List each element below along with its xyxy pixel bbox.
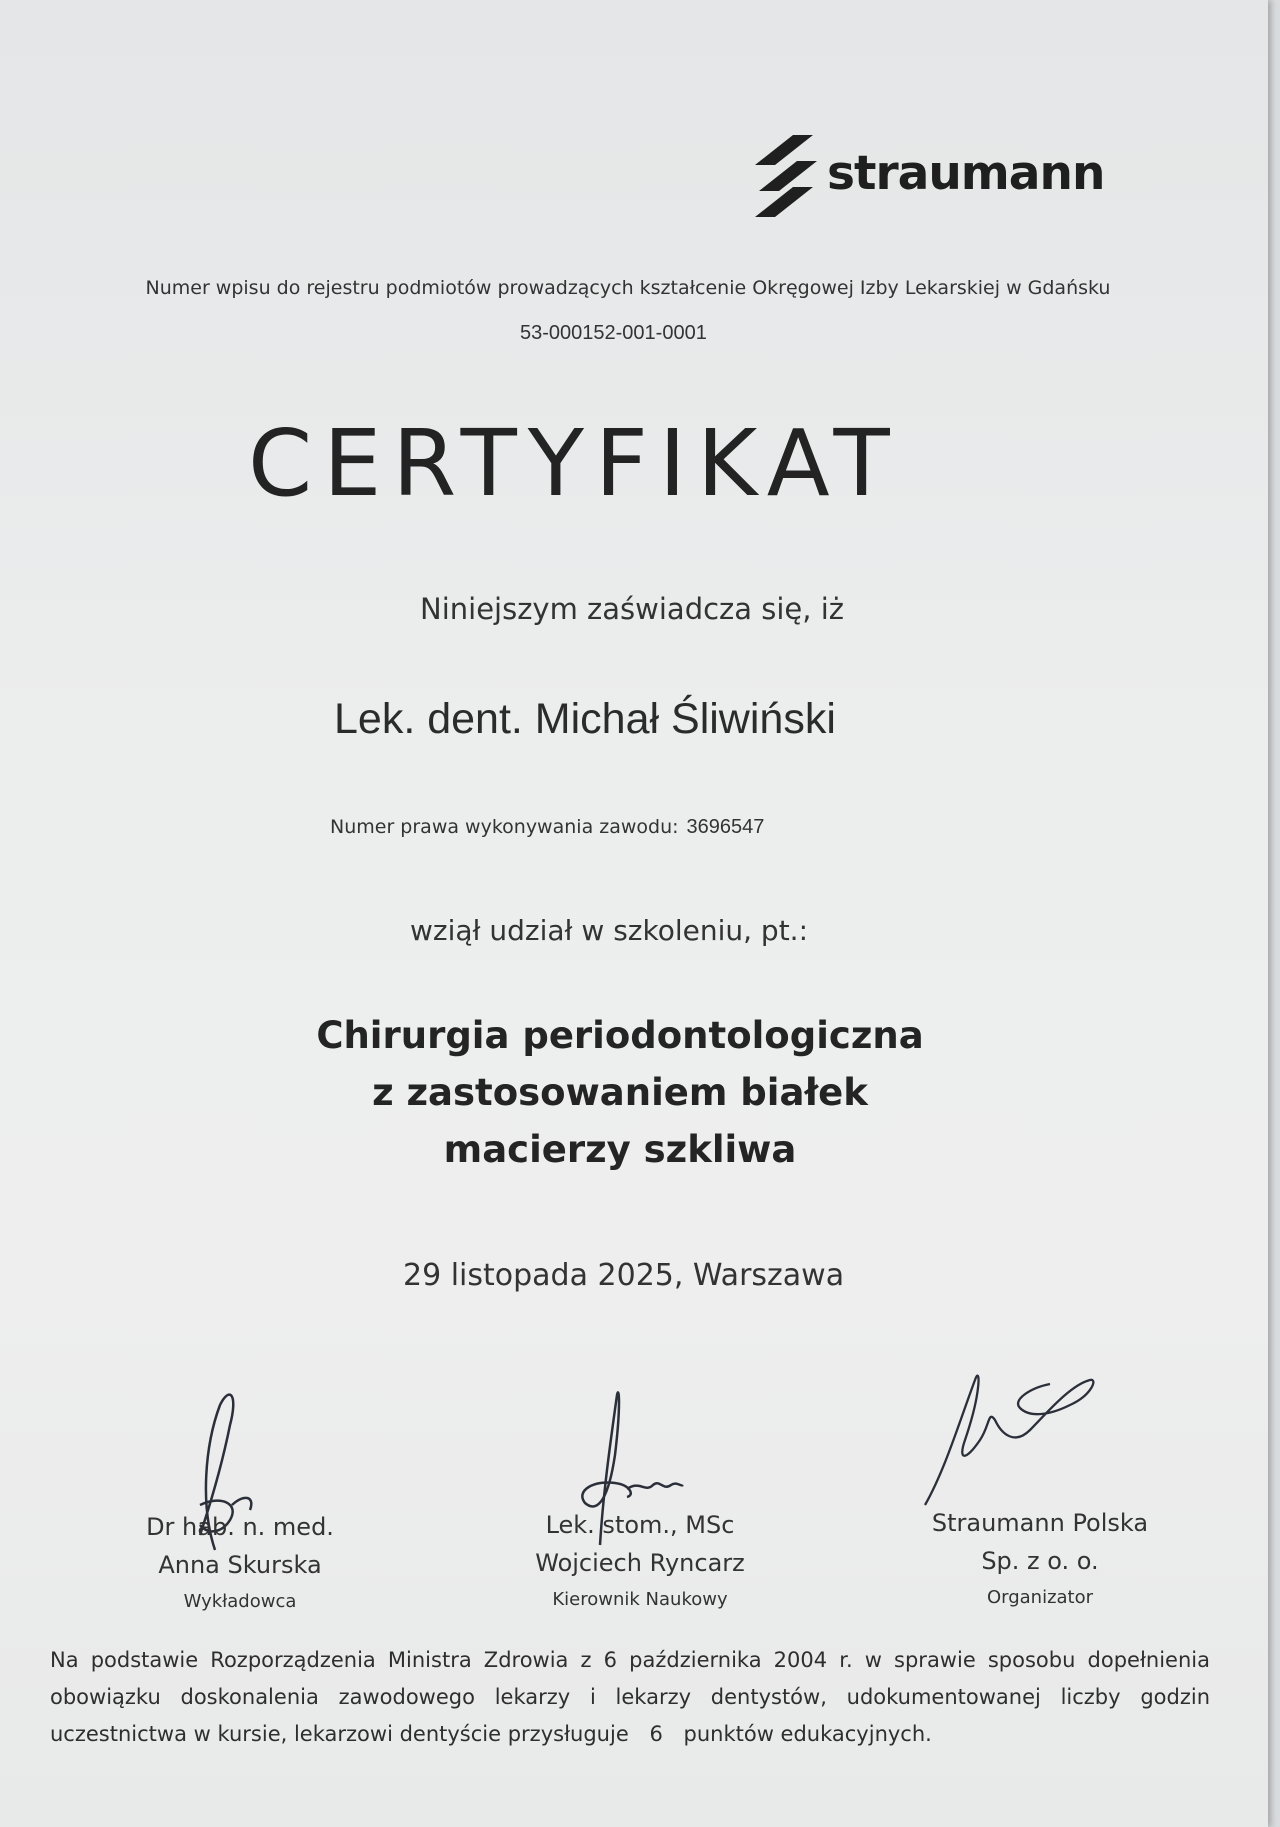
signatory-lecturer <box>110 1508 370 1620</box>
footer-text: Na podstawie Rozporządzenia Ministra Zdrowia z 6 października 2004 r. w sprawie sposobu dopełnienia obowiązku doskonalenia zawodowego lekarzy i lekarzy dentystów, udokumentowanej liczby godzin uczestnictwa w kursie, lekarzowi dentyście przysługuje <box>50 1648 1210 1746</box>
took-part-text: wziął udział w szkoleniu, pt.: <box>410 914 809 947</box>
signatory-title: Lek. stom., MSc <box>545 1511 735 1539</box>
signatory-name: Sp. z o. o. <box>981 1547 1099 1575</box>
register-text: Numer wpisu do rejestru podmiotów prowadzących kształcenie Okręgowej Izby Lekarskiej w Gdańsku <box>145 277 1111 299</box>
footer-text-end: punktów edukacyjnych. <box>683 1722 932 1746</box>
education-points: 6 <box>649 1722 663 1746</box>
course-title-line: z zastosowaniem białek <box>372 1071 868 1114</box>
register-number: 53-000152-001-0001 <box>520 322 707 344</box>
signatory-name: Wojciech Ryncarz <box>535 1549 745 1577</box>
brand-name: straumann <box>827 145 1105 201</box>
certify-text: Niniejszym zaświadcza się, iż <box>420 592 844 626</box>
licence-line <box>330 816 764 839</box>
signatory-name: Anna Skurska <box>158 1551 322 1579</box>
straumann-logo <box>755 135 1104 217</box>
signatory-role: Wykładowca <box>183 1591 297 1612</box>
signatory-role: Kierownik Naukowy <box>552 1589 728 1610</box>
legal-footer <box>50 1642 1210 1753</box>
signatory-role: Organizator <box>986 1587 1094 1608</box>
signatory-scientific-head <box>510 1506 770 1618</box>
course-title-line: Chirurgia periodontologiczna <box>316 1014 924 1057</box>
signature-organizer <box>920 1360 1100 1510</box>
signatory-title: Straumann Polska <box>931 1509 1149 1537</box>
straumann-s-mark-icon <box>755 135 817 217</box>
licence-label: Numer prawa wykonywania zawodu: <box>330 816 679 838</box>
course-title-line: macierzy szkliwa <box>443 1128 797 1171</box>
participant-name: Lek. dent. Michał Śliwiński <box>334 695 836 743</box>
date-place: 29 listopada 2025, Warszawa <box>403 1258 845 1293</box>
licence-number: 3696547 <box>686 816 765 838</box>
signatory-organizer <box>900 1504 1180 1616</box>
course-title <box>240 1007 1000 1178</box>
certificate-title: CERTYFIKAT <box>248 410 901 517</box>
signatory-title: Dr hab. n. med. <box>146 1513 334 1541</box>
